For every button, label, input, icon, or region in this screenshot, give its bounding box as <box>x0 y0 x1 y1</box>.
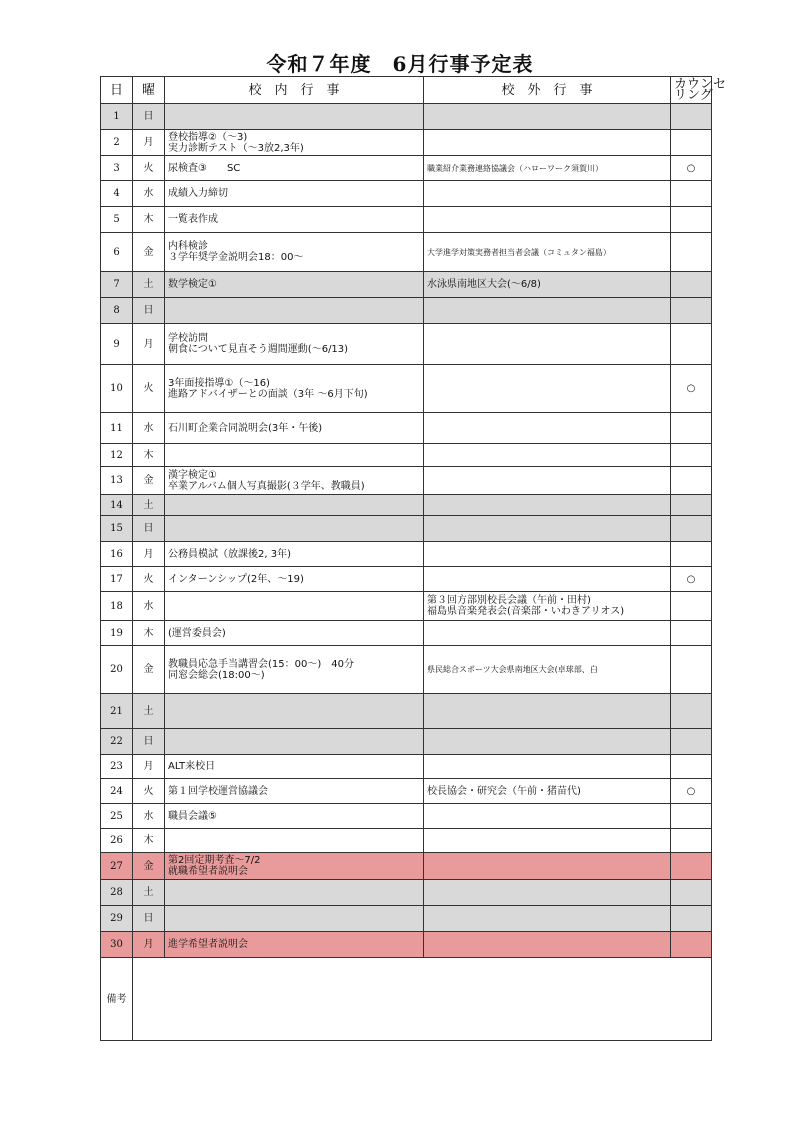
external-events-cell <box>424 516 671 542</box>
external-events-cell <box>424 495 671 516</box>
internal-events-cell <box>165 181 424 207</box>
internal-event-text: 卒業アルバム個人写真撮影(３学年、教職員) <box>168 480 365 492</box>
internal-event-text: 石川町企業合同説明会(3年・午後) <box>168 422 323 434</box>
internal-event-text: 成績入力締切 <box>168 188 228 199</box>
day-cell: 25 <box>101 804 133 829</box>
internal-event-text: 登校指導②（～3) <box>168 131 248 143</box>
internal-events-cell <box>165 906 424 932</box>
day-cell: 8 <box>101 298 133 324</box>
weekday-cell: 月 <box>133 755 165 779</box>
weekday-cell: 月 <box>133 324 165 365</box>
internal-event-text: 教職員応急手当講習会(15：00～) 40分 <box>168 658 354 670</box>
internal-event-text: ３学年奨学金説明会18：00～ <box>168 252 304 263</box>
day-cell: 14 <box>101 495 133 516</box>
external-events-cell <box>424 365 671 413</box>
day-cell: 19 <box>101 621 133 646</box>
weekday-cell: 金 <box>133 233 165 272</box>
weekday-cell: 火 <box>133 365 165 413</box>
day-cell: 4 <box>101 181 133 207</box>
counseling-mark <box>671 413 712 444</box>
internal-events-cell <box>165 932 424 958</box>
schedule-row <box>101 324 712 365</box>
internal-event-text: 尿検査③ SC <box>168 162 241 174</box>
internal-event-text: 朝食について見直そう週間運動(～6/13) <box>168 344 349 355</box>
schedule-row <box>101 729 712 755</box>
counseling-mark <box>671 646 712 694</box>
weekday-cell: 土 <box>133 880 165 906</box>
external-events-cell <box>424 932 671 958</box>
internal-event-text: 進学希望者説明会 <box>168 939 248 950</box>
counseling-mark <box>671 181 712 207</box>
weekday-cell: 水 <box>133 413 165 444</box>
external-events-cell <box>424 542 671 567</box>
counseling-mark: ○ <box>671 567 712 592</box>
external-events-cell <box>424 592 671 621</box>
counseling-mark <box>671 592 712 621</box>
external-event-text: 第３回方部別校長会議（午前・田村) <box>427 595 591 606</box>
external-events-cell <box>424 444 671 467</box>
external-event-text: 福島県音楽発表会(音楽部・いわきアリオス) <box>427 606 625 617</box>
day-cell: 20 <box>101 646 133 694</box>
external-events-cell <box>424 272 671 298</box>
schedule-row <box>101 853 712 880</box>
counseling-mark <box>671 207 712 233</box>
internal-events-cell <box>165 694 424 729</box>
internal-events-cell <box>165 567 424 592</box>
schedule-row <box>101 694 712 729</box>
internal-events-cell <box>165 729 424 755</box>
counseling-mark <box>671 495 712 516</box>
day-cell: 30 <box>101 932 133 958</box>
weekday-cell: 土 <box>133 694 165 729</box>
internal-event-text: 同窓会総会(18:00～) <box>168 669 265 681</box>
external-events-cell <box>424 156 671 181</box>
weekday-cell: 木 <box>133 829 165 853</box>
counseling-mark <box>671 829 712 853</box>
external-events-cell <box>424 804 671 829</box>
day-cell: 24 <box>101 779 133 804</box>
internal-events-cell <box>165 779 424 804</box>
weekday-cell: 日 <box>133 104 165 130</box>
weekday-cell: 木 <box>133 621 165 646</box>
internal-event-text: 実力診断テスト（～3放2,3年) <box>168 142 304 154</box>
weekday-cell: 水 <box>133 181 165 207</box>
counseling-mark <box>671 130 712 156</box>
weekday-cell: 火 <box>133 779 165 804</box>
internal-events-cell <box>165 207 424 233</box>
internal-event-text: 職員会議⑤ <box>168 810 217 822</box>
external-events-cell <box>424 130 671 156</box>
weekday-cell: 木 <box>133 207 165 233</box>
external-events-cell <box>424 755 671 779</box>
schedule-row <box>101 829 712 853</box>
external-events-cell <box>424 467 671 495</box>
weekday-cell: 月 <box>133 932 165 958</box>
internal-event-text: ALT来校日 <box>168 761 216 772</box>
counseling-mark <box>671 444 712 467</box>
notes-row <box>101 958 712 1041</box>
internal-event-text: インターンシップ(2年、～19) <box>168 573 304 585</box>
external-event-text: 大学進学対策実務者担当者会議（コミュタン福島） <box>427 247 611 257</box>
external-events-cell <box>424 413 671 444</box>
header-external-events: 校 外 行 事 <box>424 77 671 104</box>
external-events-cell <box>424 181 671 207</box>
day-cell: 13 <box>101 467 133 495</box>
external-events-cell <box>424 729 671 755</box>
schedule-row <box>101 542 712 567</box>
notes-label: 備考 <box>101 958 133 1041</box>
counseling-mark <box>671 467 712 495</box>
external-events-cell <box>424 621 671 646</box>
weekday-cell: 金 <box>133 646 165 694</box>
weekday-cell: 月 <box>133 542 165 567</box>
counseling-mark <box>671 880 712 906</box>
external-events-cell <box>424 207 671 233</box>
counseling-mark <box>671 516 712 542</box>
internal-events-cell <box>165 156 424 181</box>
schedule-row <box>101 804 712 829</box>
schedule-row <box>101 365 712 413</box>
counseling-mark <box>671 233 712 272</box>
schedule-row <box>101 207 712 233</box>
counseling-mark <box>671 804 712 829</box>
schedule-row <box>101 495 712 516</box>
internal-events-cell <box>165 365 424 413</box>
internal-events-cell <box>165 646 424 694</box>
schedule-row <box>101 467 712 495</box>
header-row <box>101 77 712 104</box>
internal-events-cell <box>165 444 424 467</box>
external-events-cell <box>424 829 671 853</box>
internal-events-cell <box>165 829 424 853</box>
weekday-cell: 日 <box>133 298 165 324</box>
internal-event-text: 内科検診 <box>168 241 208 252</box>
internal-event-text: 進路アドバイザーとの面談（3年 ～6月下旬) <box>168 388 368 400</box>
schedule-row <box>101 880 712 906</box>
schedule-row <box>101 233 712 272</box>
day-cell: 1 <box>101 104 133 130</box>
weekday-cell: 金 <box>133 467 165 495</box>
counseling-mark <box>671 298 712 324</box>
counseling-mark <box>671 542 712 567</box>
header-counseling <box>671 77 727 104</box>
weekday-cell: 水 <box>133 592 165 621</box>
day-cell: 12 <box>101 444 133 467</box>
external-events-cell <box>424 298 671 324</box>
day-cell: 21 <box>101 694 133 729</box>
external-events-cell <box>424 906 671 932</box>
schedule-row <box>101 104 712 130</box>
external-event-text: 水泳県南地区大会(～6/8) <box>427 279 541 290</box>
schedule-row <box>101 516 712 542</box>
schedule-row <box>101 298 712 324</box>
weekday-cell: 金 <box>133 853 165 880</box>
internal-event-text: 数学検定① <box>168 279 217 290</box>
day-cell: 5 <box>101 207 133 233</box>
day-cell: 26 <box>101 829 133 853</box>
day-cell: 17 <box>101 567 133 592</box>
counseling-mark <box>671 729 712 755</box>
internal-events-cell <box>165 495 424 516</box>
schedule-row <box>101 592 712 621</box>
counseling-mark <box>671 324 712 365</box>
counseling-mark <box>671 853 712 880</box>
counseling-mark <box>671 272 712 298</box>
internal-event-text: 第１回学校運営協議会 <box>168 785 268 797</box>
notes-content <box>133 958 712 1041</box>
counseling-mark <box>671 906 712 932</box>
external-event-text: 職業紹介業務連絡協議会（ハローワーク須賀川） <box>427 163 603 173</box>
internal-events-cell <box>165 324 424 365</box>
counseling-mark <box>671 621 712 646</box>
schedule-row <box>101 181 712 207</box>
schedule-row <box>101 567 712 592</box>
schedule-row <box>101 621 712 646</box>
internal-events-cell <box>165 853 424 880</box>
external-events-cell <box>424 646 671 694</box>
weekday-cell: 土 <box>133 495 165 516</box>
weekday-cell: 木 <box>133 444 165 467</box>
external-events-cell <box>424 779 671 804</box>
external-events-cell <box>424 324 671 365</box>
counseling-mark <box>671 694 712 729</box>
internal-events-cell <box>165 233 424 272</box>
day-cell: 6 <box>101 233 133 272</box>
external-events-cell <box>424 104 671 130</box>
page-title: 令和７年度 6月行事予定表 <box>266 52 534 76</box>
weekday-cell: 火 <box>133 156 165 181</box>
weekday-cell: 水 <box>133 804 165 829</box>
day-cell: 18 <box>101 592 133 621</box>
internal-event-text: 一覧表作成 <box>168 214 218 225</box>
internal-events-cell <box>165 621 424 646</box>
day-cell: 9 <box>101 324 133 365</box>
internal-events-cell <box>165 592 424 621</box>
internal-event-text: (運営委員会) <box>168 627 226 639</box>
internal-events-cell <box>165 755 424 779</box>
day-cell: 11 <box>101 413 133 444</box>
schedule-row <box>101 444 712 467</box>
day-cell: 16 <box>101 542 133 567</box>
weekday-cell: 土 <box>133 272 165 298</box>
counseling-mark <box>671 755 712 779</box>
day-cell: 15 <box>101 516 133 542</box>
internal-event-text: 3年面接指導①（～16) <box>168 377 270 389</box>
day-cell: 23 <box>101 755 133 779</box>
schedule-row <box>101 779 712 804</box>
day-cell: 10 <box>101 365 133 413</box>
internal-events-cell <box>165 516 424 542</box>
header-weekday: 曜 <box>133 77 165 104</box>
counseling-mark <box>671 104 712 130</box>
internal-event-text: 漢字検定① <box>168 469 217 481</box>
schedule-table <box>100 76 727 1041</box>
weekday-cell: 日 <box>133 906 165 932</box>
internal-events-cell <box>165 880 424 906</box>
weekday-cell: 日 <box>133 516 165 542</box>
counseling-mark <box>671 932 712 958</box>
internal-event-text: 就職希望者説明会 <box>168 866 248 877</box>
header-counseling-line-2: リング <box>674 88 713 103</box>
external-events-cell <box>424 853 671 880</box>
day-cell: 3 <box>101 156 133 181</box>
schedule-row <box>101 130 712 156</box>
weekday-cell: 月 <box>133 130 165 156</box>
external-event-text: 校長協会・研究会（午前・猪苗代) <box>427 785 581 797</box>
internal-events-cell <box>165 130 424 156</box>
external-events-cell <box>424 233 671 272</box>
internal-event-text: 第2回定期考査～7/2 <box>168 855 261 866</box>
schedule-row <box>101 755 712 779</box>
counseling-mark: ○ <box>671 779 712 804</box>
day-cell: 2 <box>101 130 133 156</box>
header-day: 日 <box>101 77 133 104</box>
internal-events-cell <box>165 804 424 829</box>
day-cell: 7 <box>101 272 133 298</box>
weekday-cell: 日 <box>133 729 165 755</box>
schedule-row <box>101 646 712 694</box>
counseling-mark: ○ <box>671 156 712 181</box>
weekday-cell: 火 <box>133 567 165 592</box>
external-events-cell <box>424 694 671 729</box>
internal-events-cell <box>165 413 424 444</box>
header-internal-events: 校 内 行 事 <box>165 77 424 104</box>
internal-events-cell <box>165 298 424 324</box>
header-counseling-line-1: カウンセ <box>674 77 727 92</box>
schedule-row <box>101 413 712 444</box>
external-events-cell <box>424 567 671 592</box>
schedule-row <box>101 906 712 932</box>
internal-event-text: 学校訪問 <box>168 333 208 344</box>
internal-events-cell <box>165 272 424 298</box>
day-cell: 22 <box>101 729 133 755</box>
internal-event-text: 公務員模試（放課後2, 3年) <box>168 548 291 560</box>
internal-events-cell <box>165 542 424 567</box>
external-event-text: 県民総合スポーツ大会県南地区大会(卓球部、白 <box>427 665 598 674</box>
day-cell: 27 <box>101 853 133 880</box>
schedule-row <box>101 156 712 181</box>
external-events-cell <box>424 880 671 906</box>
day-cell: 29 <box>101 906 133 932</box>
internal-events-cell <box>165 467 424 495</box>
schedule-row <box>101 272 712 298</box>
schedule-row <box>101 932 712 958</box>
internal-events-cell <box>165 104 424 130</box>
day-cell: 28 <box>101 880 133 906</box>
counseling-mark: ○ <box>671 365 712 413</box>
